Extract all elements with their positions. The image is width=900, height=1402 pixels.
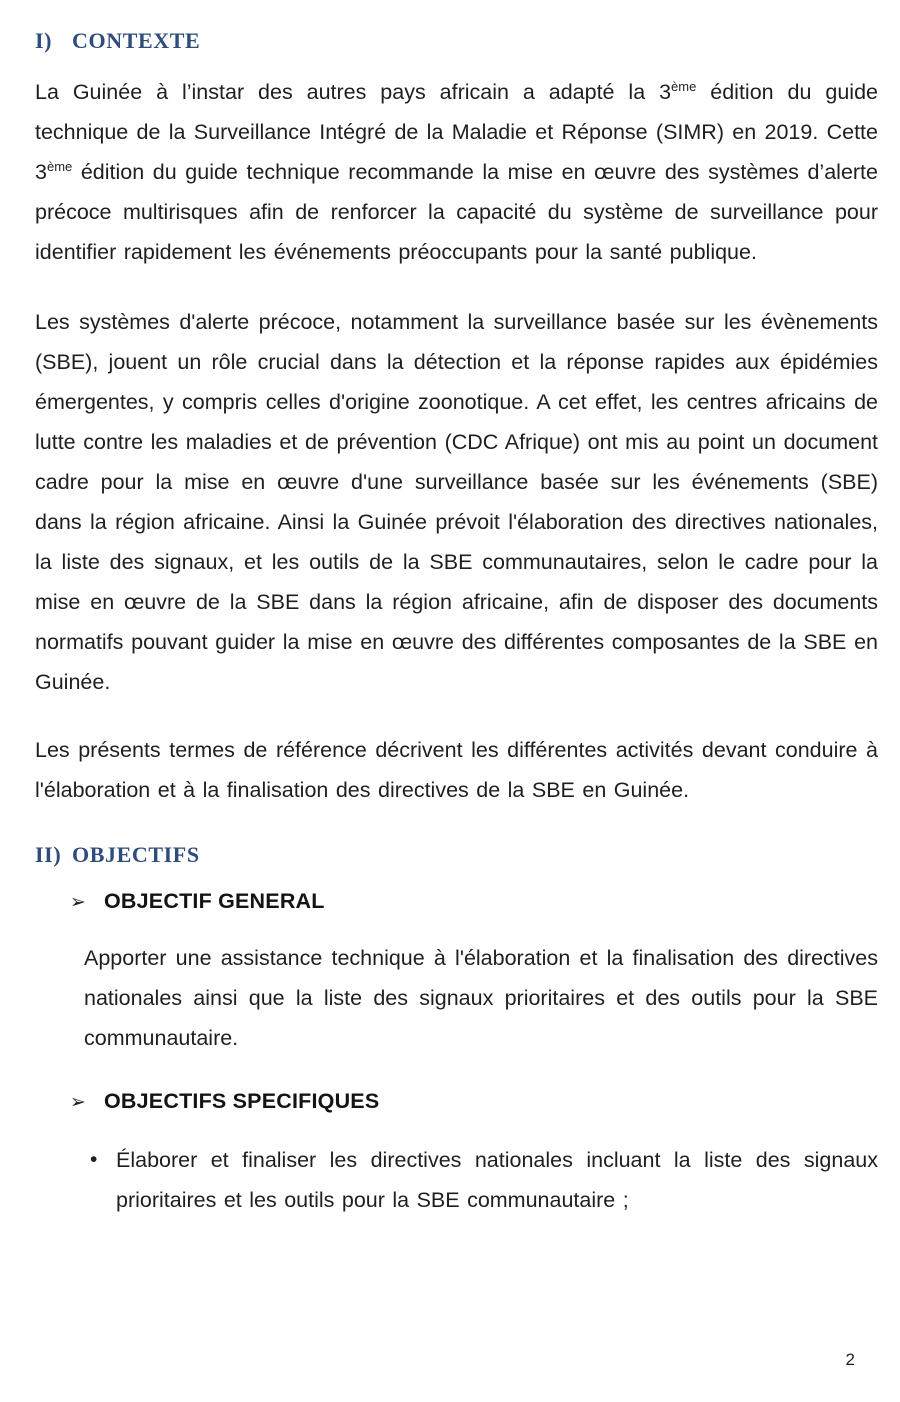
page-number: 2 [845,1350,855,1369]
subheading-objectif-general [70,888,878,916]
arrow-bullet-icon: ➢ [70,892,87,913]
list-item-objectif-specifique [90,1140,878,1220]
paragraph-text: La Guinée à l’instar des autres pays africain a adapté la 3 [35,80,672,104]
paragraph-contexte-3: Les présents termes de référence décrivent les différentes activités devant conduire à l'élaboration et à la finalisation des directives de la SBE en Guinée. [35,738,878,802]
ordinal-superscript: ème [46,158,73,174]
subheading-title: OBJECTIFS SPECIFIQUES [104,1089,380,1113]
dot-bullet-icon: • [90,1148,98,1171]
paragraph-text: édition du guide technique de la Surveillance Intégré de la Maladie et Réponse (SIMR) en 2019. Cette 3 [35,80,878,184]
section-heading-contexte [35,28,878,54]
paragraph-objectif-general: Apporter une assistance technique à l'élaboration et la finalisation des directives nationales ainsi que la liste des signaux prioritaires et des outils pour la SBE communautaire. [84,946,878,1050]
subheading-title: OBJECTIF GENERAL [104,889,325,913]
section-heading-objectifs [35,842,878,868]
section-numeral: II) [35,842,62,867]
section-numeral: I) [35,28,53,53]
ordinal-superscript: ème [671,78,697,94]
arrow-bullet-icon: ➢ [70,1092,87,1113]
paragraph-contexte-2: Les systèmes d'alerte précoce, notamment la surveillance basée sur les évènements (SBE), jouent un rôle crucial dans la détection et la réponse rapides aux épidémies émergentes, y compris celles d'origine zoonotique. A cet effet, les centres africains de lutte contre les maladies et de prévention (CDC Afrique) ont mis au point un document cadre pour la mise en œuvre d'une surveillance basée sur les événements (SBE) dans la région africaine. Ainsi la Guinée prévoit l'élaboration des directives nationales, la liste des signaux, et les outils de la SBE communautaires, selon le cadre pour la mise en œuvre de la SBE dans la région africaine, afin de disposer des documents normatifs pouvant guider la mise en œuvre des différentes composantes de la SBE en Guinée. [35,310,878,694]
subheading-objectifs-specifiques [70,1088,878,1116]
section-title: CONTEXTE [72,28,201,53]
section-title: OBJECTIFS [72,842,200,867]
paragraph-text: édition du guide technique recommande la mise en œuvre des systèmes d’alerte précoce multirisques afin de renforcer la capacité du système de surveillance pour identifier rapidement les événements préoccupants pour la santé publique. [35,160,878,264]
list-item-text: Élaborer et finaliser les directives nationales incluant la liste des signaux prioritaires et les outils pour la SBE communautaire ; [116,1148,878,1212]
paragraph-contexte-1 [35,72,878,272]
